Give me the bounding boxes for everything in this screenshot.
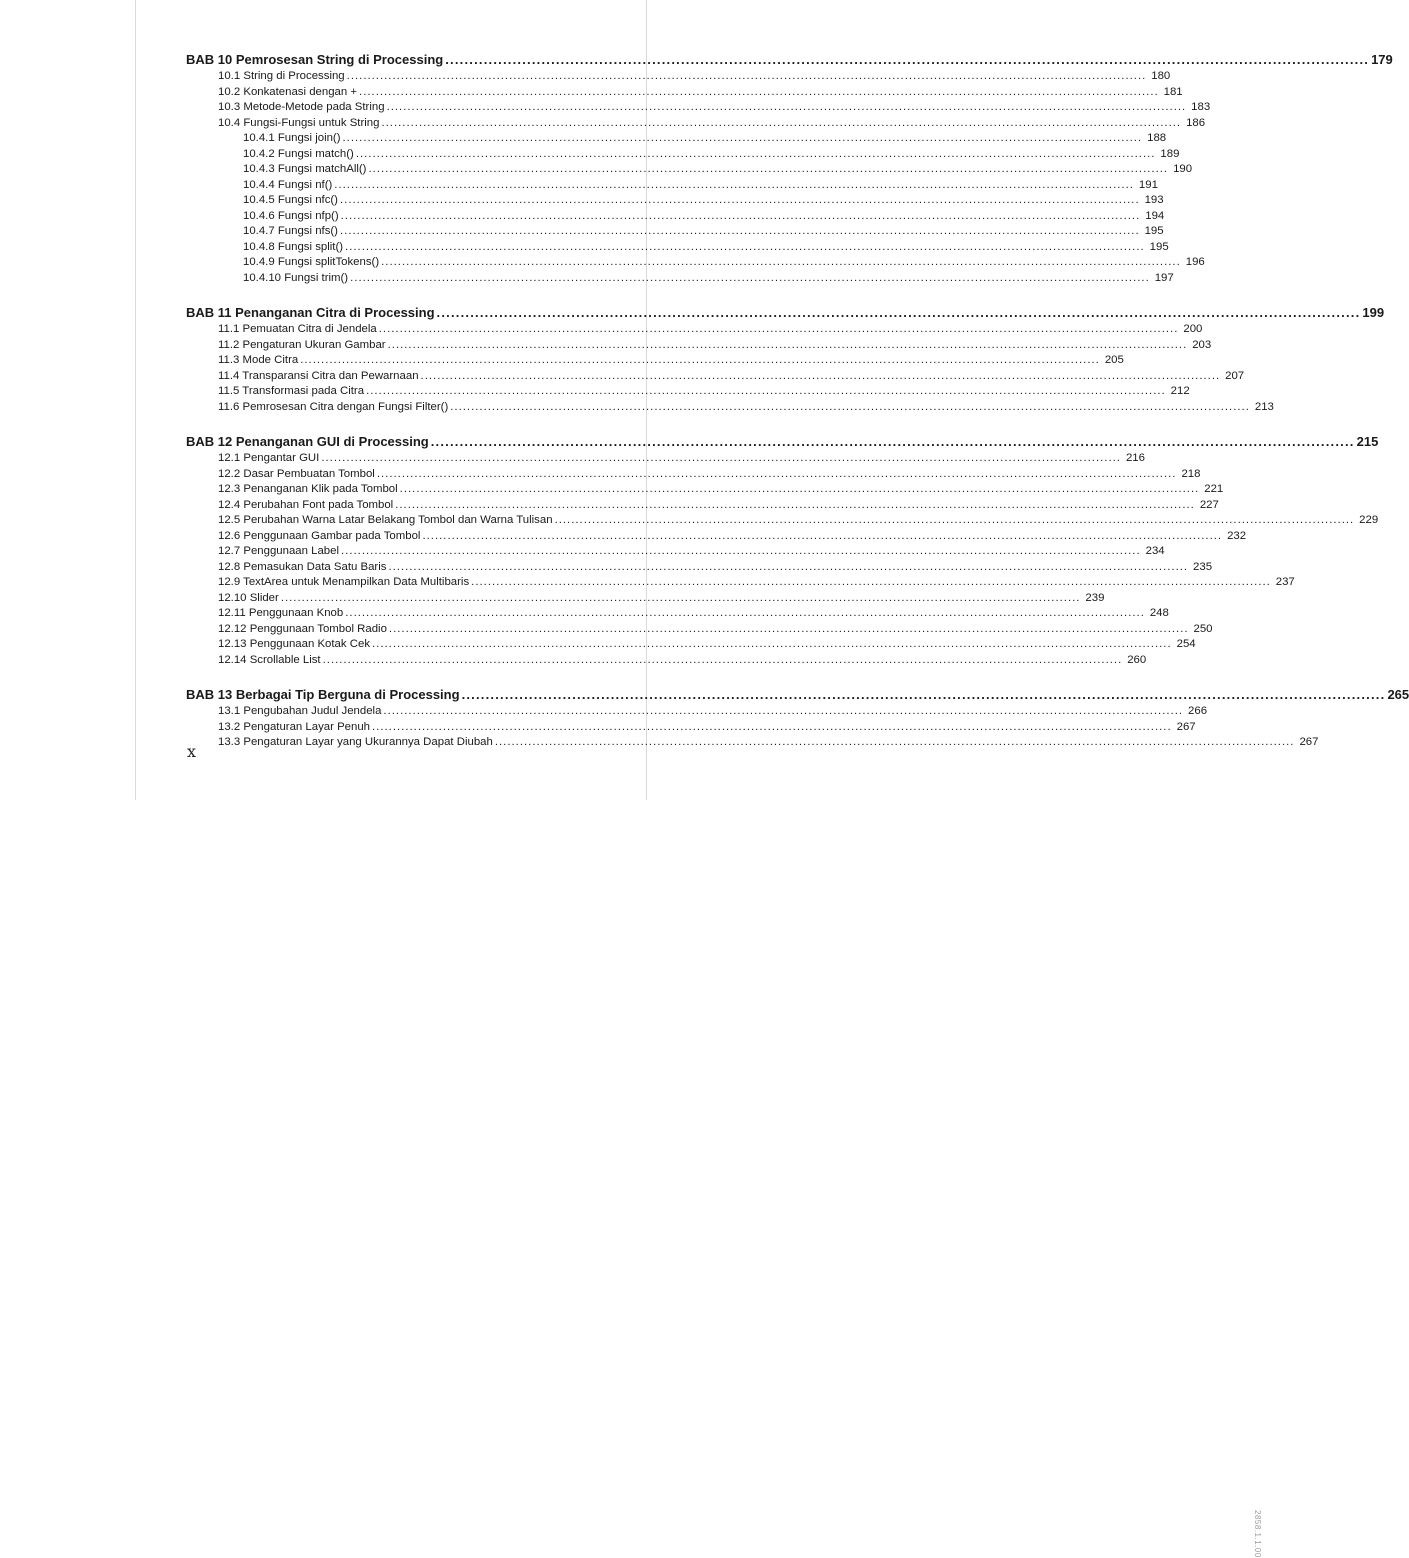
entry-text: Fungsi trim() xyxy=(284,271,349,284)
entry-text: Fungsi nfp() xyxy=(277,209,339,222)
toc-entry xyxy=(186,271,1174,288)
chapter-heading xyxy=(186,687,1409,705)
entry-page-number: 197 xyxy=(1154,271,1174,284)
entry-text: Penggunaan Kotak Cek xyxy=(249,638,371,650)
entry-number: 13.2 xyxy=(218,720,241,733)
toc-entry xyxy=(186,607,1169,623)
dot-leader xyxy=(379,323,1179,335)
chapter-title: BAB 12 Penanganan GUI di Processing xyxy=(186,434,429,449)
entry-text: Metode-Metode pada String xyxy=(243,101,385,113)
entry-title xyxy=(218,705,381,717)
entry-number: 10.4.10 xyxy=(243,271,282,284)
dot-leader xyxy=(388,561,1188,573)
entry-title xyxy=(218,354,298,366)
entry-page-number: 195 xyxy=(1149,240,1169,253)
chapter-page-number: 265 xyxy=(1387,687,1409,702)
entry-text: Transformasi pada Citra xyxy=(242,385,365,397)
dot-leader xyxy=(377,468,1177,480)
entry-number: 10.4.4 xyxy=(243,178,275,191)
entry-title xyxy=(243,225,338,237)
entry-title xyxy=(243,241,343,253)
dot-leader xyxy=(381,117,1181,129)
toc-entry xyxy=(186,622,1213,639)
toc-entry xyxy=(186,194,1164,210)
entry-title xyxy=(218,86,357,98)
entry-page-number: 235 xyxy=(1193,560,1213,573)
toc-entry xyxy=(186,147,1180,164)
entry-title xyxy=(218,499,393,511)
entry-text: Penggunaan Gambar pada Tombol xyxy=(243,529,421,542)
entry-text: Fungsi splitTokens() xyxy=(277,256,380,268)
page-folio: x xyxy=(187,742,197,761)
entry-number: 12.2 xyxy=(218,467,241,480)
chapter-page-number: 215 xyxy=(1356,434,1379,449)
entry-number: 10.4.7 xyxy=(243,225,275,237)
entry-number: 12.13 xyxy=(218,638,247,650)
entry-text: Dasar Pembuatan Tombol xyxy=(243,467,375,480)
entry-page-number: 221 xyxy=(1204,483,1224,495)
entry-text: Pengaturan Layar yang Ukurannya Dapat Diubah xyxy=(243,736,493,748)
dot-leader xyxy=(372,638,1172,650)
entry-text: TextArea untuk Menampilkan Data Multibaris xyxy=(243,576,470,588)
entry-title xyxy=(243,210,339,222)
entry-number: 11.2 xyxy=(218,338,240,351)
dot-leader xyxy=(323,654,1123,666)
side-stamp: 2858.1.1.00 xyxy=(1253,1510,1262,1558)
entry-title xyxy=(218,117,379,129)
dot-leader xyxy=(341,210,1141,222)
entry-number: 10.4.6 xyxy=(243,209,275,222)
toc-entry xyxy=(186,736,1319,752)
toc-entry xyxy=(186,560,1213,577)
dot-leader xyxy=(334,179,1134,191)
toc-entry xyxy=(186,101,1211,117)
toc-entry xyxy=(186,638,1196,654)
entry-page-number: 227 xyxy=(1199,498,1219,511)
toc-entry xyxy=(186,385,1190,401)
entry-text: Pemasukan Data Satu Baris xyxy=(243,560,387,573)
entry-number: 12.7 xyxy=(218,545,241,557)
entry-number: 10.4.2 xyxy=(243,147,275,160)
dot-leader xyxy=(345,241,1145,253)
chapter-page-number: 179 xyxy=(1371,52,1393,67)
entry-page-number: 195 xyxy=(1144,225,1164,237)
entry-number: 12.3 xyxy=(218,483,241,495)
side-stamp-wrap xyxy=(634,740,1262,1558)
entry-number: 11.5 xyxy=(218,385,240,397)
entry-title xyxy=(218,530,420,542)
entry-text: Pengantar GUI xyxy=(243,452,320,464)
entry-title xyxy=(218,576,469,588)
toc-entry xyxy=(186,256,1205,272)
entry-page-number: 254 xyxy=(1176,638,1196,650)
toc-entry xyxy=(186,545,1165,561)
entry-number: 12.4 xyxy=(218,498,241,511)
entry-title xyxy=(243,179,332,191)
entry-page-number: 196 xyxy=(1185,256,1205,268)
entry-page-number: 205 xyxy=(1104,354,1124,366)
entry-text: Fungsi matchAll() xyxy=(277,163,367,175)
toc-entry xyxy=(186,85,1183,102)
entry-title xyxy=(218,514,553,526)
entry-title xyxy=(218,70,345,82)
table-of-contents xyxy=(186,52,1409,752)
entry-page-number: 260 xyxy=(1127,653,1147,666)
dot-leader xyxy=(437,305,1361,320)
entry-title xyxy=(243,194,338,206)
entry-number: 13.1 xyxy=(218,705,241,717)
entry-page-number: 181 xyxy=(1163,85,1183,98)
entry-title xyxy=(243,272,348,284)
entry-page-number: 267 xyxy=(1299,736,1319,748)
chapter-heading xyxy=(186,52,1393,70)
entry-title xyxy=(218,323,377,335)
entry-number: 10.1 xyxy=(218,70,241,82)
page-edge-left xyxy=(135,0,136,800)
toc-entry xyxy=(186,240,1169,257)
entry-text: Perubahan Font pada Tombol xyxy=(243,498,394,511)
toc-entry xyxy=(186,498,1219,515)
entry-page-number: 213 xyxy=(1254,400,1274,413)
entry-text: Fungsi nfs() xyxy=(277,225,338,237)
dot-leader xyxy=(450,401,1250,413)
dot-leader xyxy=(431,434,1355,449)
entry-number: 12.12 xyxy=(218,622,247,635)
entry-page-number: 237 xyxy=(1275,576,1295,588)
toc-entry xyxy=(186,369,1245,386)
dot-leader xyxy=(368,163,1168,175)
chapter-heading xyxy=(186,434,1379,452)
toc-entry xyxy=(186,323,1203,339)
chapter-title: BAB 11 Penanganan Citra di Processing xyxy=(186,305,435,320)
dot-leader xyxy=(340,194,1140,206)
entry-number: 12.9 xyxy=(218,576,241,588)
entry-page-number: 190 xyxy=(1173,163,1193,175)
chapter-page-number: 199 xyxy=(1362,305,1385,320)
entry-number: 10.4.1 xyxy=(243,132,275,144)
entry-text: Penggunaan Label xyxy=(243,545,339,557)
entry-page-number: 248 xyxy=(1149,607,1169,619)
entry-title xyxy=(218,607,343,619)
entry-title xyxy=(243,256,379,268)
entry-number: 10.4 xyxy=(218,116,241,129)
dot-leader xyxy=(389,623,1189,635)
entry-number: 12.14 xyxy=(218,653,247,666)
dot-leader xyxy=(388,339,1188,351)
entry-text: Penggunaan Knob xyxy=(248,607,344,619)
dot-leader xyxy=(387,101,1187,113)
dot-leader xyxy=(381,256,1181,268)
entry-text: Scrollable List xyxy=(249,653,321,666)
toc-entry xyxy=(186,452,1145,468)
entry-number: 10.4.8 xyxy=(243,240,275,253)
entry-page-number: 193 xyxy=(1144,194,1164,206)
entry-text: Fungsi-Fungsi untuk String xyxy=(243,116,380,129)
chapter-title: BAB 13 Berbagai Tip Berguna di Processing xyxy=(186,687,460,702)
entry-page-number: 212 xyxy=(1170,385,1190,397)
dot-leader xyxy=(372,721,1172,733)
entry-number: 12.10 xyxy=(218,591,247,604)
entry-title xyxy=(218,561,386,573)
entry-title xyxy=(218,592,279,604)
dot-leader xyxy=(321,452,1121,464)
entry-text: Fungsi nf() xyxy=(277,178,333,191)
entry-page-number: 229 xyxy=(1359,514,1379,526)
entry-title xyxy=(218,468,375,480)
entry-number: 12.11 xyxy=(218,607,246,619)
entry-page-number: 189 xyxy=(1160,147,1180,160)
entry-text: Fungsi nfc() xyxy=(277,194,338,206)
dot-leader xyxy=(422,530,1222,542)
dot-leader xyxy=(356,148,1156,160)
entry-number: 13.3 xyxy=(218,736,241,748)
dot-leader xyxy=(471,576,1271,588)
toc-entry xyxy=(186,354,1124,370)
toc-entry xyxy=(186,178,1158,195)
entry-page-number: 232 xyxy=(1227,529,1247,542)
entry-page-number: 203 xyxy=(1192,338,1212,351)
entry-title xyxy=(243,132,341,144)
entry-number: 12.5 xyxy=(218,514,241,526)
entry-text: Fungsi join() xyxy=(277,132,341,144)
entry-number: 11.6 xyxy=(218,400,240,413)
toc-entry xyxy=(186,116,1206,133)
toc-entry xyxy=(186,576,1295,592)
dot-leader xyxy=(395,499,1195,511)
entry-page-number: 207 xyxy=(1225,369,1245,382)
toc-entry xyxy=(186,400,1274,417)
entry-text: String di Processing xyxy=(243,70,345,82)
entry-page-number: 186 xyxy=(1186,116,1206,129)
entry-text: Penggunaan Tombol Radio xyxy=(249,622,387,635)
dot-leader xyxy=(341,545,1141,557)
entry-title xyxy=(218,339,386,351)
entry-text: Pengubahan Judul Jendela xyxy=(243,705,382,717)
entry-title xyxy=(218,370,419,382)
entry-title xyxy=(218,483,398,495)
chapter-title: BAB 10 Pemrosesan String di Processing xyxy=(186,52,444,67)
entry-page-number: 267 xyxy=(1176,720,1196,733)
toc-entry xyxy=(186,225,1164,241)
entry-page-number: 180 xyxy=(1151,70,1171,82)
entry-title xyxy=(218,654,321,666)
entry-title xyxy=(218,736,493,748)
entry-title xyxy=(218,623,387,635)
entry-number: 10.4.3 xyxy=(243,163,275,175)
entry-page-number: 183 xyxy=(1191,101,1211,113)
entry-number: 10.2 xyxy=(218,85,241,98)
toc-entry xyxy=(186,70,1171,86)
entry-number: 11.4 xyxy=(218,369,240,382)
entry-text: Penanganan Klik pada Tombol xyxy=(243,483,398,495)
entry-title xyxy=(218,638,370,650)
dot-leader xyxy=(300,354,1100,366)
entry-title xyxy=(218,721,370,733)
dot-leader xyxy=(350,272,1150,284)
entry-number: 12.6 xyxy=(218,529,241,542)
toc-entry xyxy=(186,483,1224,499)
entry-text: Pengaturan Ukuran Gambar xyxy=(242,338,386,351)
entry-number: 10.4.5 xyxy=(243,194,275,206)
entry-page-number: 239 xyxy=(1085,591,1105,604)
dot-leader xyxy=(445,52,1369,67)
dot-leader xyxy=(343,132,1143,144)
entry-number: 10.3 xyxy=(218,101,241,113)
entry-text: Konkatenasi dengan + xyxy=(243,85,358,98)
entry-title xyxy=(243,148,354,160)
toc-entry xyxy=(186,132,1167,148)
toc-entry xyxy=(186,591,1105,608)
entry-page-number: 234 xyxy=(1145,545,1165,557)
toc-entry xyxy=(186,467,1201,484)
toc-entry xyxy=(186,209,1165,226)
dot-leader xyxy=(383,705,1183,717)
entry-page-number: 250 xyxy=(1193,622,1213,635)
entry-page-number: 191 xyxy=(1138,178,1158,191)
entry-number: 12.1 xyxy=(218,452,241,464)
entry-text: Mode Citra xyxy=(242,354,299,366)
entry-title xyxy=(218,545,339,557)
toc-entry xyxy=(186,529,1247,546)
entry-title xyxy=(218,385,364,397)
entry-title xyxy=(243,163,366,175)
dot-leader xyxy=(359,86,1159,98)
entry-text: Perubahan Warna Latar Belakang Tombol dan Warna Tulisan xyxy=(243,514,553,526)
dot-leader xyxy=(462,687,1386,702)
entry-text: Slider xyxy=(249,591,279,604)
entry-page-number: 218 xyxy=(1181,467,1201,480)
entry-number: 11.1 xyxy=(218,323,240,335)
dot-leader xyxy=(347,70,1147,82)
entry-title xyxy=(218,452,319,464)
entry-text: Fungsi match() xyxy=(277,147,354,160)
dot-leader xyxy=(366,385,1166,397)
toc-entry xyxy=(186,653,1147,670)
dot-leader xyxy=(345,607,1145,619)
entry-text: Pemuatan Citra di Jendela xyxy=(242,323,377,335)
entry-title xyxy=(218,401,448,413)
dot-leader xyxy=(281,592,1081,604)
toc-entry xyxy=(186,705,1208,721)
toc-entry xyxy=(186,163,1193,179)
entry-page-number: 216 xyxy=(1125,452,1145,464)
entry-text: Fungsi split() xyxy=(277,240,344,253)
dot-leader xyxy=(421,370,1221,382)
toc-entry xyxy=(186,514,1379,530)
entry-number: 12.8 xyxy=(218,560,241,573)
entry-title xyxy=(218,101,385,113)
dot-leader xyxy=(340,225,1140,237)
toc-entry xyxy=(186,338,1212,355)
dot-leader xyxy=(400,483,1200,495)
entry-page-number: 200 xyxy=(1183,323,1203,335)
toc-entry xyxy=(186,720,1196,737)
entry-number: 11.3 xyxy=(218,354,240,366)
entry-page-number: 194 xyxy=(1145,209,1165,222)
dot-leader xyxy=(555,514,1355,526)
entry-page-number: 188 xyxy=(1147,132,1167,144)
dot-leader xyxy=(495,736,1295,748)
entry-number: 10.4.9 xyxy=(243,256,275,268)
entry-text: Pengaturan Layar Penuh xyxy=(243,720,371,733)
entry-text: Transparansi Citra dan Pewarnaan xyxy=(242,369,419,382)
chapter-heading xyxy=(186,305,1385,323)
entry-text: Pemrosesan Citra dengan Fungsi Filter() xyxy=(242,400,449,413)
entry-page-number: 266 xyxy=(1188,705,1208,717)
